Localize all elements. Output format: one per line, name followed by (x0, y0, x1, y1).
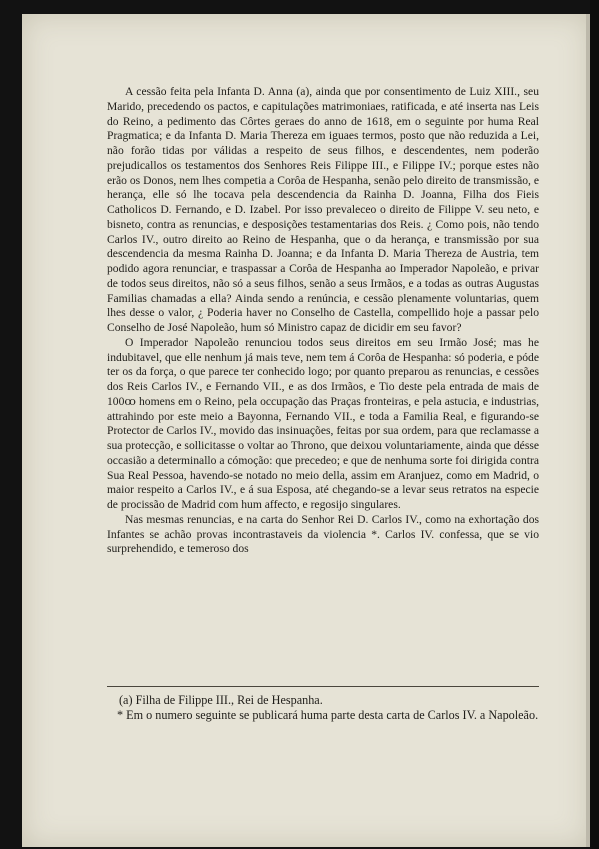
footnote-divider (107, 686, 539, 687)
paragraph-3: Nas mesmas renuncias, e na carta do Senhor Rei D. Carlos IV., como na exhortação dos Infantes se achão provas incontrastaveis da violencia *. Carlos IV. confessa, que se vio surprehendido, e temeroso dos (107, 512, 539, 556)
footnote-a: (a) Filha de Filippe III., Rei de Hespanha. (119, 693, 323, 707)
scan-border-right (590, 0, 599, 849)
main-text (107, 85, 539, 557)
paragraph-1: A cessão feita pela Infanta D. Anna (a), ainda que por consentimento de Luiz XIII., seu Marido, precedendo os pactos, e capitulações matrimoniaes, ratificada, e até inserta nas Leis do Reino, a pedimento das Côrtes geraes do anno de 1618, em o seguinte por huma Real Pragmatica; e da Infanta D. Maria Thereza em iguaes termos, posto que não reduzida a Lei, não forão tidas por válidas a respeito de seus filhos, e descendentes, nem poderão prejudicallos os testamentos dos Senhores Reis Filippe III., e Filippe IV.; porque estes não erão os Donos, nem lhes competia a Corôa de Hespanha, senão pelo direito de transmissão, e herança, elle só lhe tocava pela descendencia da Rainha D. Joanna, Filha dos Fieis Catholicos D. Fernando, e D. Izabel. Por isso prevaleceo o direito de Filippe V. seu neto, e bisneto, contra as renuncias, e desposições testamentarias dos Reis. ¿ Como pois, não tendo Carlos IV., outro direito ao Reino de Hespanha, que o da herança, e transmissão por sua descendencia da mesma Rainha D. Joanna; e da Infanta D. Maria Thereza de Austria, tem podido agora renunciar, e traspassar a Corôa de Hespanha ao Imperador Napoleão, e privar de todos seus direitos, não só a seus filhos, senão a seus Irmãos, e a todas as outras Augustas Familias chamadas a ella? Ainda sendo a renúncia, e cessão plenamente voluntarias, quem lhes desse o valor, ¿ Poderia haver no Conselho de Castella, compellido hoje a passar pelo Conselho de José Napoleão, hum só Ministro capaz de dicidir em seu favor? (107, 85, 539, 334)
footnotes (107, 693, 539, 723)
paragraph-2: O Imperador Napoleão renunciou todos seus direitos em seu Irmão José; mas he indubitavel, que elle nenhum já mais teve, nem tem á Corôa de Hespanha: só poderia, e póde ter os da força, o que parece ter conhecido logo; por quanto preparou as renuncias, e cessões dos Reis Carlos IV., e Fernando VII., e as dos Irmãos, e Tio deste pela entrada de mais de 100ꝏ homens em o Reino, pela occupação das Praças fronteiras, e pela astucia, e industrias, attrahindo por este meio a Bayonna, Fernando VII., e toda a Familia Real, e figurando-se Protector de Carlos IV., movido das insinuações, feitas por sua ordem, para que reclamasse a sua protecção, e sollicitasse o voltar ao Throno, que deixou voluntariamente, ainda que désse occasião a determinallo a cómoção: que precedeo; e que de nenhuma sorte foi dirigida contra Sua Real Pessoa, havendo-se notado no meio della, assim em Aranjuez, como em Madrid, o maior respeito a Carlos IV., e á sua Esposa, até chegando-se a levar seus retratos na especie de procissão de Madrid com hum affecto, e regosijo singulares. (107, 335, 540, 511)
footnote-star: * Em o numero seguinte se publicará huma parte desta carta de Carlos IV. a Napoleão. (117, 708, 539, 722)
